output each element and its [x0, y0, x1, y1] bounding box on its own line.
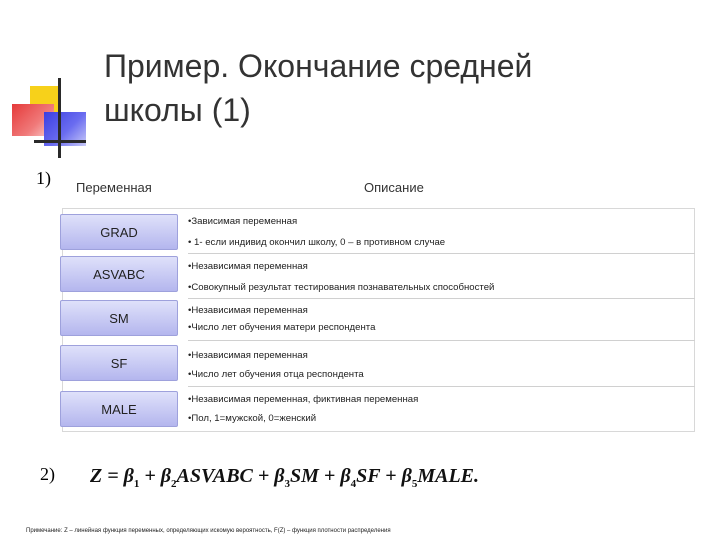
variable-box-sm: SM — [60, 300, 178, 336]
row-3-desc-1: •Независимая переменная — [188, 305, 308, 316]
formula-term-5: MALE. — [417, 465, 480, 487]
formula-beta-5: β — [401, 465, 412, 487]
variable-box-sf: SF — [60, 345, 178, 381]
formula-term-2: ASVABC + — [176, 465, 275, 487]
row-separator — [188, 386, 695, 387]
formula-lhs: Z = — [90, 465, 124, 487]
row-3-desc-2: •Число лет обучения матери респондента — [188, 322, 376, 333]
formula-plus-1: + — [139, 465, 161, 487]
footnote: Примечание: Z – линейная функция переменных, определяющих искомую вероятность, F(Z) – функция плотности распределения — [26, 528, 391, 534]
variable-box-grad: GRAD — [60, 214, 178, 250]
variable-box-asvabc: ASVABC — [60, 256, 178, 292]
formula-sub-2: 2 — [171, 478, 177, 490]
row-2-desc-1: •Независимая переменная — [188, 261, 308, 272]
formula-beta-3: β — [274, 465, 285, 487]
logo-horizontal-line — [34, 140, 86, 143]
formula-sub-5: 5 — [411, 478, 418, 490]
item-number-2: 2) — [40, 464, 55, 484]
row-separator — [188, 340, 695, 341]
row-4-desc-2: •Число лет обучения отца респондента — [188, 369, 364, 380]
column-header-description: Описание — [364, 180, 424, 195]
item-number-1: 1) — [36, 168, 51, 188]
column-header-variable: Переменная — [76, 180, 152, 195]
formula-beta-2: β — [160, 465, 172, 487]
formula-sub-3: 3 — [284, 478, 291, 490]
formula-beta-4: β — [340, 465, 351, 487]
row-1-desc-2: • 1- если индивид окончил школу, 0 – в противном случае — [188, 237, 446, 248]
formula-beta-1: β — [123, 465, 134, 487]
formula-sub-1: 1 — [133, 478, 140, 490]
row-1-desc-1: •Зависимая переменная — [188, 216, 298, 227]
row-4-desc-1: •Независимая переменная — [188, 350, 308, 361]
row-5-desc-1: •Независимая переменная, фиктивная переменная — [188, 394, 419, 405]
slide-title-line-2: школы (1) — [104, 92, 251, 128]
row-separator — [188, 253, 695, 254]
variable-box-male: MALE — [60, 391, 178, 427]
slide-title-line-1: Пример. Окончание средней — [104, 48, 533, 84]
formula-term-3: SM + — [290, 465, 341, 487]
logo-vertical-line — [58, 78, 61, 158]
row-2-desc-2: •Совокупный результат тестирования познавательных способностей — [188, 282, 495, 293]
row-5-desc-2: •Пол, 1=мужской, 0=женский — [188, 413, 317, 424]
regression-formula — [90, 465, 479, 490]
row-separator — [188, 298, 695, 299]
formula-sub-4: 4 — [350, 478, 357, 490]
formula-term-4: SF + — [356, 465, 402, 487]
